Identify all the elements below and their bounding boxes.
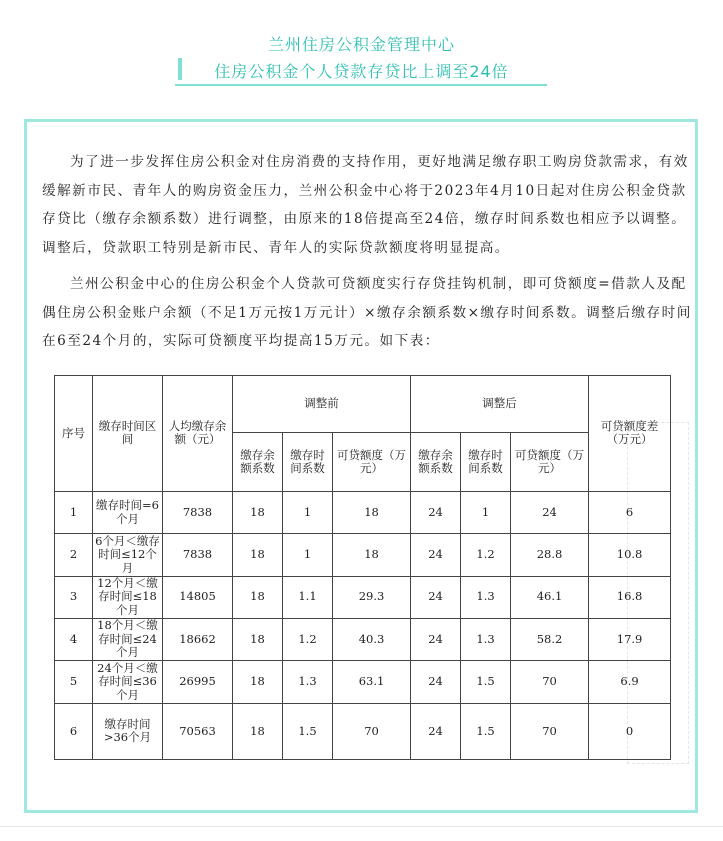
cell-after-amount: 58.2 — [511, 618, 589, 660]
table-row — [55, 661, 671, 703]
cell-avg: 18662 — [163, 618, 233, 660]
cell-diff: 6.9 — [589, 661, 671, 703]
cell-before-time: 1 — [283, 534, 333, 576]
cell-after-time: 1.5 — [461, 703, 511, 759]
header-after: 调整后 — [411, 376, 589, 433]
cell-before-amount: 63.1 — [333, 661, 411, 703]
cell-before-amount: 18 — [333, 534, 411, 576]
org-title: 兰州住房公积金管理中心 — [267, 35, 455, 54]
cell-period: 18个月＜缴存时间≤24个月 — [93, 618, 163, 660]
table-row — [55, 491, 671, 533]
cell-after-balance: 24 — [411, 618, 461, 660]
cell-after-balance: 24 — [411, 703, 461, 759]
header-before-amount: 可贷额度（万元） — [333, 433, 411, 491]
cell-avg: 70563 — [163, 703, 233, 759]
article-header — [0, 0, 723, 110]
header-diff: 可贷额度差（万元） — [589, 376, 671, 492]
cell-diff: 17.9 — [589, 618, 671, 660]
cell-before-balance: 18 — [233, 576, 283, 618]
footer-divider — [0, 826, 723, 827]
header-avg-balance: 人均缴存余额（元） — [163, 376, 233, 492]
cell-before-time: 1 — [283, 491, 333, 533]
cell-after-time: 1.3 — [461, 618, 511, 660]
cell-before-amount: 18 — [333, 491, 411, 533]
cell-before-time: 1.5 — [283, 703, 333, 759]
cell-period: 12个月＜缴存时间≤18个月 — [93, 576, 163, 618]
cell-after-amount: 24 — [511, 491, 589, 533]
table-row — [55, 534, 671, 576]
cell-after-time: 1.5 — [461, 661, 511, 703]
cell-before-amount: 29.3 — [333, 576, 411, 618]
header-after-balance-coef: 缴存余额系数 — [411, 433, 461, 491]
cell-seq: 4 — [55, 618, 93, 660]
cell-before-balance: 18 — [233, 661, 283, 703]
header-before: 调整前 — [233, 376, 411, 433]
cell-after-balance: 24 — [411, 576, 461, 618]
header-after-time-coef: 缴存时间系数 — [461, 433, 511, 491]
cell-diff: 16.8 — [589, 576, 671, 618]
cell-after-amount: 28.8 — [511, 534, 589, 576]
cell-seq: 1 — [55, 491, 93, 533]
table-row — [55, 576, 671, 618]
cell-after-amount: 46.1 — [511, 576, 589, 618]
cell-after-amount: 70 — [511, 703, 589, 759]
cell-before-balance: 18 — [233, 491, 283, 533]
cell-after-balance: 24 — [411, 661, 461, 703]
cell-period: 24个月＜缴存时间≤36个月 — [93, 661, 163, 703]
cell-after-time: 1.3 — [461, 576, 511, 618]
cell-before-time: 1.3 — [283, 661, 333, 703]
cell-before-time: 1.1 — [283, 576, 333, 618]
cell-diff: 6 — [589, 491, 671, 533]
cell-seq: 3 — [55, 576, 93, 618]
cell-after-amount: 70 — [511, 661, 589, 703]
cell-after-time: 1.2 — [461, 534, 511, 576]
loan-adjustment-table — [54, 375, 671, 760]
cell-before-balance: 18 — [233, 534, 283, 576]
cell-after-balance: 24 — [411, 491, 461, 533]
article-paragraph-1: 为了进一步发挥住房公积金对住房消费的支持作用，更好地满足缴存职工购房贷款需求，有效缓解新市民、青年人的购房资金压力，兰州公积金中心将于2023年4月10日起对住房公积金贷款存贷比（缴存余额系数）进行调整，由原来的18倍提高至24倍，缴存时间系数也相应予以调整。调整后，贷款职工特别是新市民、青年人的实际贷款额度将明显提高。 — [42, 154, 689, 256]
cell-diff: 10.8 — [589, 534, 671, 576]
cell-seq: 6 — [55, 703, 93, 759]
headline: 住房公积金个人贷款存贷比上调至24倍 — [214, 62, 509, 81]
cell-avg: 26995 — [163, 661, 233, 703]
cell-before-time: 1.2 — [283, 618, 333, 660]
header-before-time-coef: 缴存时间系数 — [283, 433, 333, 491]
cell-avg: 14805 — [163, 576, 233, 618]
cell-before-amount: 40.3 — [333, 618, 411, 660]
cell-after-balance: 24 — [411, 534, 461, 576]
cell-diff: 0 — [589, 703, 671, 759]
cell-after-time: 1 — [461, 491, 511, 533]
header-after-amount: 可贷额度（万元） — [511, 433, 589, 491]
cell-before-balance: 18 — [233, 703, 283, 759]
cell-seq: 5 — [55, 661, 93, 703]
cell-before-amount: 70 — [333, 703, 411, 759]
table-row — [55, 703, 671, 759]
cell-avg: 7838 — [163, 534, 233, 576]
header-before-balance-coef: 缴存余额系数 — [233, 433, 283, 491]
cell-period: 6个月＜缴存时间≤12个月 — [93, 534, 163, 576]
headline-underline — [175, 84, 547, 86]
header-seq: 序号 — [55, 376, 93, 492]
article-paragraph-2: 兰州公积金中心的住房公积金个人贷款可贷额度实行存贷挂钩机制，即可贷额度=借款人及配偶住房公积金账户余额（不足1万元按1万元计）×缴存余额系数×缴存时间系数。调整后缴存时间在6至24个月的，实际可贷额度平均提高15万元。如下表： — [42, 276, 692, 349]
cell-seq: 2 — [55, 534, 93, 576]
cell-period: 缴存时间=6个月 — [93, 491, 163, 533]
cell-before-balance: 18 — [233, 618, 283, 660]
table-row — [55, 618, 671, 660]
header-period: 缴存时间区间 — [93, 376, 163, 492]
cell-avg: 7838 — [163, 491, 233, 533]
cell-period: 缴存时间>36个月 — [93, 703, 163, 759]
